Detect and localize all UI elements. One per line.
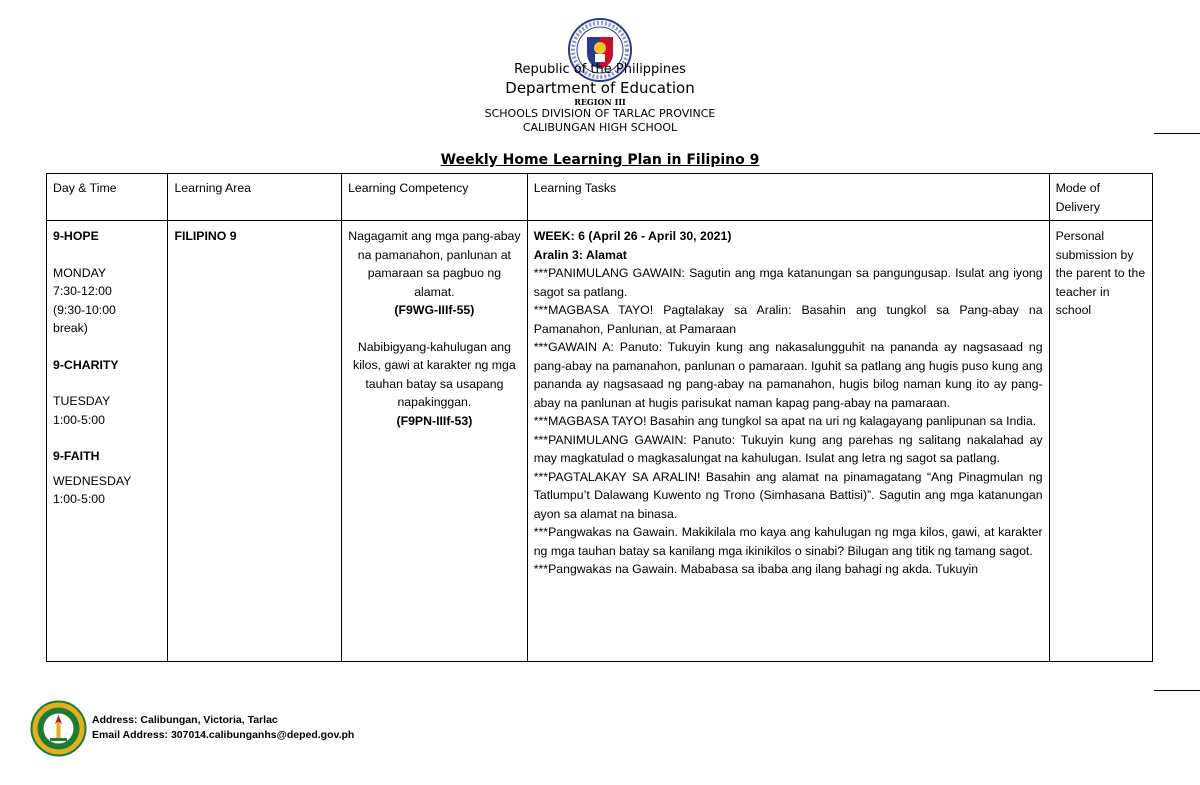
task-item: ***PANIMULANG GAWAIN: Sagutin ang mga katanungan sa pangungusap. Isulat ang iyong sagot sa patlang. [533,266,1043,299]
header-department: Department of Education [505,79,695,97]
mode-of-delivery-value: Personal submission by the parent to the teacher in school [1055,229,1146,317]
learning-plan-table [46,173,1153,662]
break-label: break) [53,321,88,335]
footer-address: Address: Calibungan, Victoria, Tarlac [92,714,278,726]
header-mode-of-delivery: Mode of Delivery [1049,174,1152,221]
section-hope: 9-HOPE [53,229,99,243]
competency-2-text: Nabibigyang-kahulugan ang kilos, gawi at karakter ng mga tauhan batay sa usapang napakinggan. [353,339,516,409]
day-monday: MONDAY [53,265,107,280]
day-tuesday: TUESDAY [53,394,111,408]
time-wednesday: 1:00-5:00 [53,492,105,506]
school-logo [30,700,87,757]
task-item: ***MAGBASA TAYO! Basahin ang tungkol sa apat na uri ng kalagayang panlipunan sa India. [533,414,1037,428]
task-item: ***Pangwakas na Gawain. Mababasa sa ibaba ang ilang bahagi ng akda. Tukuyin [533,562,979,576]
header-learning-tasks: Learning Tasks [527,174,1049,221]
mode-of-delivery-cell [1049,221,1152,662]
learning-tasks-cell [527,221,1049,662]
section-charity: 9-CHARITY [53,357,119,372]
lesson-label: Aralin 3: Alamat [533,247,627,262]
footer-email: Email Address: 307014.calibunganhs@deped.gov.ph [92,729,355,741]
header-division: SCHOOLS DIVISION OF TARLAC PROVINCE [484,107,716,120]
task-item: ***PAGTALAKAY SA ARALIN! Basahin ang alamat na pinamagatang “Ang Pinagmulan ng Tatlumpu’t Dalawang Kuwento ng Trono (Simhasana Battisi)”. Sagutin ang mga katanungan ayon sa alamat na binasa. [533,469,1043,521]
day-time-cell [47,221,168,662]
task-item: ***PANIMULANG GAWAIN: Panuto: Tukuyin kung ang parehas ng salitang nakalahad ay may magkatulad o magkasalungat na kahulugan. Isulat ang letra ng sagot sa patlang. [533,432,1043,465]
header-learning-area: Learning Area [168,174,342,221]
table-row [47,221,1153,662]
competency-2-code: (F9PN-IIIf-53) [396,413,473,428]
header-region: REGION III [574,97,626,107]
day-wednesday: WEDNESDAY [53,473,132,488]
page-title-text: Weekly Home Learning Plan in Filipino 9 [440,152,760,168]
header-republic: Republic of the Philippines [514,62,686,77]
competency-1-text: Nagagamit ang mga pang-abay na pamanahon, panlunan at pamaraan sa pagbuo ng alamat. [348,229,521,299]
break-time: (9:30-10:00 [53,302,116,317]
section-faith: 9-FAITH [53,449,100,463]
page-title [0,152,1200,168]
task-item: ***GAWAIN A: Panuto: Tukuyin kung ang nakasalungguhit na pananda ay nagsasaad ng pang-abay na pamanahon, panlunan o pamaraan. Iguhit sa patlang ang hugis puso kung ang pananda ay nagsasaad ng pang-abay na pamanahon, hugis bilog naman kung ito ay pang-abay na panlunan at hugis parisukat naman kapag pang-abay na pamaraan. [533,340,1043,410]
footer-contact [92,713,354,743]
task-item: ***Pangwakas na Gawain. Makikilala mo kaya ang kahulugan ng mga kilos, gawi, at karakter ng mga tauhan batay sa kanilang mga ikinikilos o sinabi? Bilugan ang titik ng tamang sagot. [533,525,1043,558]
competency-cell [342,221,528,662]
header-day-time: Day & Time [47,174,168,221]
margin-rule-top [1154,133,1200,134]
week-label: WEEK: 6 (April 26 - April 30, 2021) [533,229,732,243]
header-learning-competency: Learning Competency [342,174,528,221]
table-header-row [47,174,1153,221]
margin-rule-bottom [1154,690,1200,691]
competency-1-code: (F9WG-IIIf-55) [394,303,475,317]
learning-area-value: FILIPINO 9 [174,229,237,243]
header-school: CALIBUNGAN HIGH SCHOOL [522,121,678,134]
time-tuesday: 1:00-5:00 [53,412,105,427]
task-item: ***MAGBASA TAYO! Pagtalakay sa Aralin: Basahin ang tungkol sa Pang-abay na Pamanahon, Panlunan, at Pamaraan [533,303,1043,336]
learning-area-cell [168,221,342,662]
time-monday: 7:30-12:00 [53,284,112,298]
